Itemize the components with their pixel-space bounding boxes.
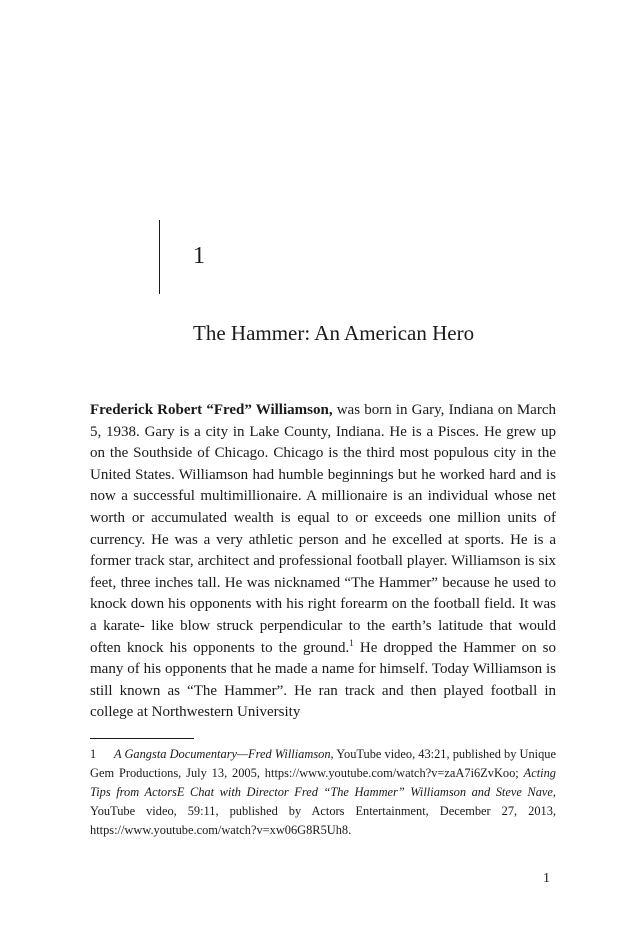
footnote-marker: 1 (90, 747, 97, 761)
footnote-source-text-1: , YouTube video, 43:21, published by Unique Gem Productions, July 13, 2005, https://www.youtube.com/watch?v=zaA7i6ZvKoo; (90, 747, 557, 780)
footnote-separator (90, 738, 194, 739)
body-paragraph (90, 400, 556, 724)
footnote-source-title-1: A Gangsta Documentary—Fred Williamson (114, 747, 331, 761)
footnote (90, 745, 556, 840)
paragraph-text-part1: was born in Gary, Indiana on March 5, 1938. Gary is a city in Lake County, Indiana. He is a Pisces. He grew up on the Southside of Chicago. Chicago is the third most populous city in the United States. Williamson had humble beginnings but he worked hard and is now a successful multimillionaire. A millionaire is an individual whose net worth or accumulated wealth is equal to or exceeds one million units of currency. He was a very athletic person and he excelled at sports. He is a former track star, architect and professional football player. Williamson is six feet, three inches tall. He was nicknamed “The Hammer” because he used to knock down his opponents with his right forearm on the football field. It was a karate- like blow struck perpendicular to the earth’s latitude that would often knock his opponents to the ground. (90, 402, 556, 656)
footnote-source-text-2: , YouTube video, 59:11, published by Actors Entertainment, December 27, 2013, https://www.youtube.com/watch?v=xw06G8R5Uh8. (90, 785, 556, 837)
page-number: 1 (543, 871, 550, 886)
chapter-divider-line (159, 220, 160, 294)
paragraph-text-part2: He dropped the Hammer on so many of his opponents that he made a name for himself. Today Williamson is still known as “The Hammer”. He ran track and then played football in college at Northwestern University (90, 639, 556, 721)
footnote-source-title-2: Acting Tips from ActorsE Chat with Director Fred “The Hammer” Williamson and Steve Nave (90, 766, 556, 799)
chapter-title: The Hammer: An American Hero (193, 321, 475, 345)
lead-name: Frederick Robert “Fred” Williamson, (90, 402, 333, 418)
chapter-number: 1 (193, 243, 205, 269)
footnote-reference[interactable]: 1 (349, 637, 354, 648)
